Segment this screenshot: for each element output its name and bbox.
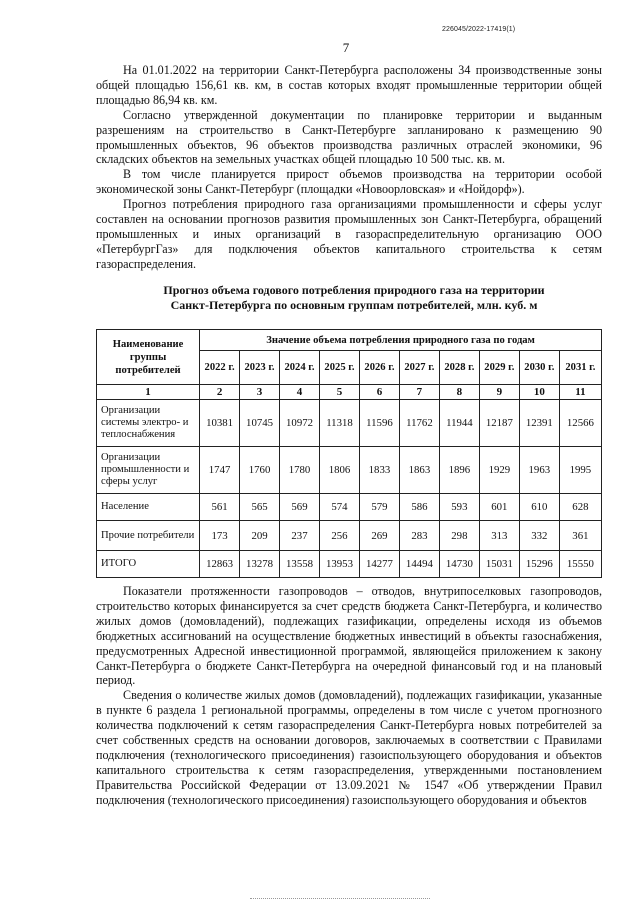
table-row: [97, 447, 602, 494]
cell-value: 1806: [320, 447, 360, 494]
row-name: ИТОГО: [97, 551, 200, 578]
cell-value: 15031: [479, 551, 519, 578]
cell-value: 601: [479, 494, 519, 521]
cell-value: 1760: [240, 447, 280, 494]
cell-value: 12187: [479, 400, 519, 447]
gas-consumption-table: [96, 329, 602, 578]
cell-value: 13953: [320, 551, 360, 578]
year-header: 2028 г.: [439, 351, 479, 385]
cell-value: 313: [479, 521, 519, 551]
body-text-top: [96, 63, 602, 272]
row-name: Прочие потребители: [97, 521, 200, 551]
column-number: 7: [399, 385, 439, 400]
cell-value: 10381: [200, 400, 240, 447]
cell-value: 12863: [200, 551, 240, 578]
year-header: 2029 г.: [479, 351, 519, 385]
table-row: [97, 494, 602, 521]
cell-value: 14494: [399, 551, 439, 578]
cell-value: 569: [280, 494, 320, 521]
cell-value: 332: [519, 521, 559, 551]
column-number: 1: [97, 385, 200, 400]
column-number: 4: [280, 385, 320, 400]
table-row-total: [97, 551, 602, 578]
cell-value: 11596: [359, 400, 399, 447]
cell-value: 586: [399, 494, 439, 521]
row-name: Организации системы электро- и теплоснабжения: [97, 400, 200, 447]
cell-value: 15550: [559, 551, 601, 578]
cell-value: 13278: [240, 551, 280, 578]
cell-value: 12566: [559, 400, 601, 447]
column-number: 10: [519, 385, 559, 400]
document-number: 226045/2022-17419(1): [442, 26, 516, 33]
cell-value: 1747: [200, 447, 240, 494]
cell-value: 1863: [399, 447, 439, 494]
cell-value: 11318: [320, 400, 360, 447]
paragraph: Сведения о количестве жилых домов (домовладений), подлежащих газификации, указанные в пункте 6 раздела 1 региональной программы, определены в том числе с учетом прогнозного количества подключений к сетям газораспределения Санкт-Петербурга новых потребителей за счет собственных средств на основании договоров, заключаемых в соответствии с Правилами подключения (технологического присоединения) газоиспользующего оборудования и объектов капитального строительства к сетям газораспределения, утвержденными постановлением Правительства Российской Федерации от 13.09.2021 № 1547 «Об утверждении Правил подключения (технологического присоединения) газоиспользующего оборудования и объектов: [96, 688, 602, 807]
year-header: 2030 г.: [519, 351, 559, 385]
cell-value: 593: [439, 494, 479, 521]
cell-value: 11944: [439, 400, 479, 447]
year-header: 2027 г.: [399, 351, 439, 385]
column-number: 5: [320, 385, 360, 400]
row-name: Организации промышленности и сферы услуг: [97, 447, 200, 494]
paragraph: Показатели протяженности газопроводов – отводов, внутрипоселковых газопроводов, строительство которых финансируется за счет средств бюджета Санкт-Петербурга, и количество жилых домов (домовладений), подлежащих газификации, определены исходя из объемов бюджетных ассигнований на осуществление бюджетных инвестиций в объекты газоснабжения, предусмотренных Адресной инвестиционной программой, являющейся приложением к закону Санкт-Петербурга о бюджете Санкт-Петербурга на очередной финансовый год и на плановый период.: [96, 584, 602, 688]
cell-value: 237: [280, 521, 320, 551]
table-row: [97, 400, 602, 447]
table-title-line: Санкт-Петербурга по основным группам потребителей, млн. куб. м: [170, 298, 538, 312]
cell-value: 298: [439, 521, 479, 551]
cell-value: 1833: [359, 447, 399, 494]
cell-value: 269: [359, 521, 399, 551]
table-title: [96, 283, 612, 313]
cell-value: 1995: [559, 447, 601, 494]
cell-value: 173: [200, 521, 240, 551]
cell-value: 1963: [519, 447, 559, 494]
cell-value: 565: [240, 494, 280, 521]
year-header: 2025 г.: [320, 351, 360, 385]
column-number: 8: [439, 385, 479, 400]
paragraph: Согласно утвержденной документации по планировке территории и выданным разрешениям на строительство в Санкт-Петербурге запланировано к размещению 90 промышленных объектов, 96 объектов производства различных отраслей экономики, 96 складских объектов на земельных участках общей площадью 10 500 тыс. кв. м.: [96, 107, 602, 167]
table-row: [97, 521, 602, 551]
cell-value: 561: [200, 494, 240, 521]
cell-value: 1780: [280, 447, 320, 494]
cell-value: 14730: [439, 551, 479, 578]
column-header-values: Значение объема потребления природного газа по годам: [200, 330, 602, 351]
paragraph: На 01.01.2022 на территории Санкт-Петербурга расположены 34 производственные зоны общей площадью 156,61 кв. км, в состав которых входят промышленные территории общей площадью 86,94 кв. км.: [96, 63, 602, 107]
cell-value: 1896: [439, 447, 479, 494]
column-number: 3: [240, 385, 280, 400]
column-number: 11: [559, 385, 601, 400]
cell-value: 628: [559, 494, 601, 521]
year-header: 2024 г.: [280, 351, 320, 385]
paragraph: В том числе планируется прирост объемов производства на территории особой экономической зоны Санкт-Петербург (площадки «Новоорловская» и «Нойдорф»).: [96, 167, 602, 197]
cell-value: 256: [320, 521, 360, 551]
column-number: 2: [200, 385, 240, 400]
body-text-bottom: [96, 584, 602, 808]
table-title-line: Прогноз объема годового потребления природного газа на территории: [163, 283, 545, 297]
cell-value: 13558: [280, 551, 320, 578]
column-number: 6: [359, 385, 399, 400]
year-header: 2026 г.: [359, 351, 399, 385]
year-header: 2022 г.: [200, 351, 240, 385]
cell-value: 10745: [240, 400, 280, 447]
cell-value: 579: [359, 494, 399, 521]
cell-value: 283: [399, 521, 439, 551]
year-header: 2023 г.: [240, 351, 280, 385]
cell-value: 12391: [519, 400, 559, 447]
cell-value: 15296: [519, 551, 559, 578]
paragraph: Прогноз потребления природного газа организациями промышленности и сферы услуг составлен на основании прогнозов развития промышленных зон Санкт-Петербурга, обращений промышленных и иных организаций в газораспределительную организацию ООО «ПетербургГаз» для подключения объектов капитального строительства к сетям газораспределения.: [96, 197, 602, 271]
column-number: 9: [479, 385, 519, 400]
cell-value: 11762: [399, 400, 439, 447]
year-header: 2031 г.: [559, 351, 601, 385]
cell-value: 14277: [359, 551, 399, 578]
cell-value: 361: [559, 521, 601, 551]
cell-value: 574: [320, 494, 360, 521]
row-name: Население: [97, 494, 200, 521]
cell-value: 10972: [280, 400, 320, 447]
page-number: 7: [342, 40, 350, 55]
column-header-name: Наименование группы потребителей: [97, 330, 200, 385]
cell-value: 1929: [479, 447, 519, 494]
cell-value: 610: [519, 494, 559, 521]
cell-value: 209: [240, 521, 280, 551]
scan-footer-line: [250, 898, 430, 901]
